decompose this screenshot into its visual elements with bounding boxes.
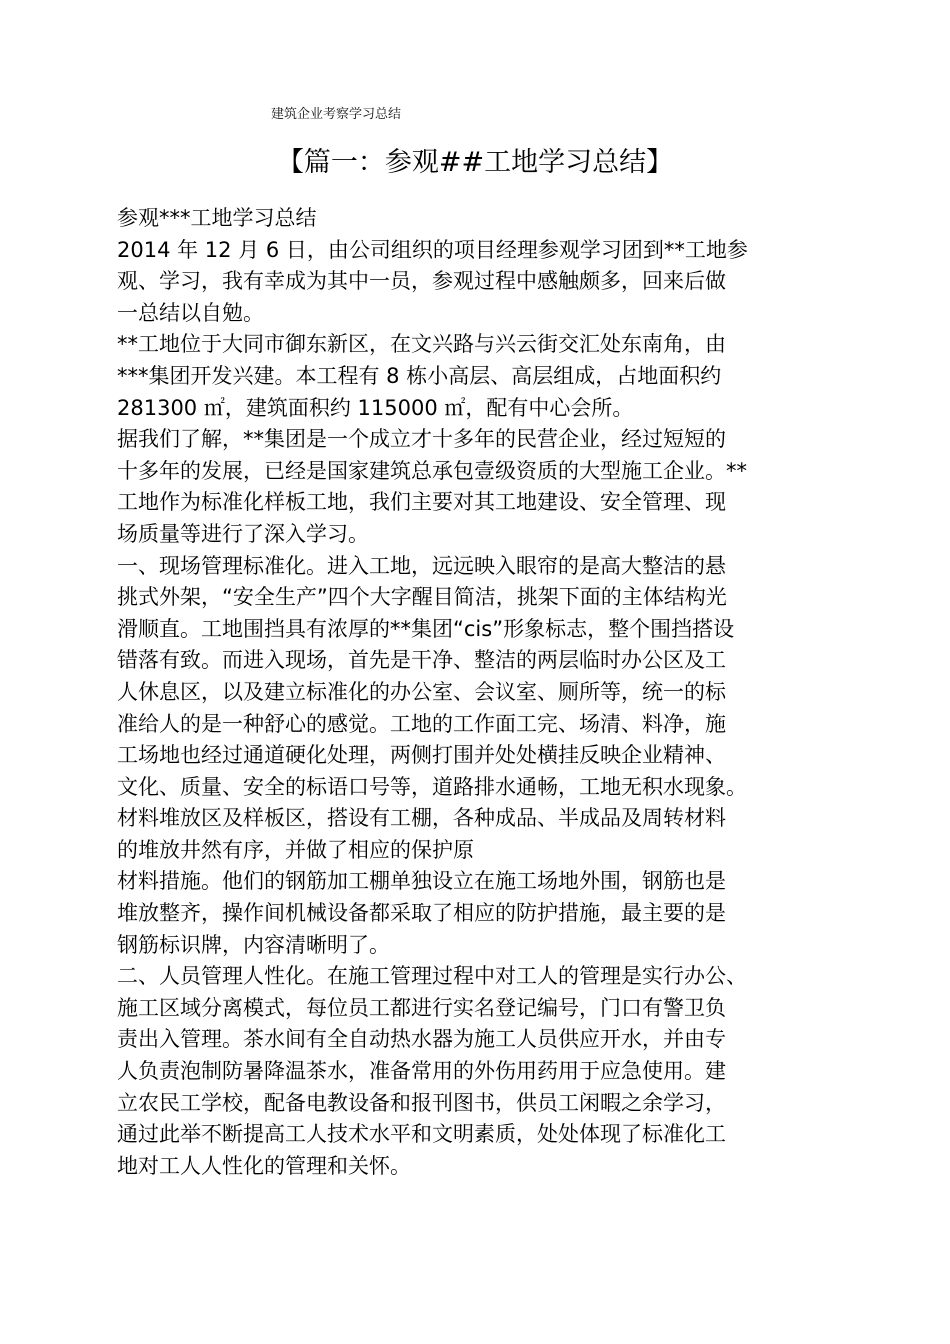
text-line: 滑顺直。工地围挡具有浓厚的**集团“cis”形象标志，整个围挡搭设 [117, 616, 735, 641]
document-title: 【篇一：参观##工地学习总结】 [276, 147, 674, 178]
text-line: **工地位于大同市御东新区，在文兴路与兴云街交汇处东南角，由 [117, 332, 726, 357]
text-line: 准给人的是一种舒心的感觉。工地的工作面工完、场清、料净，施 [117, 711, 726, 736]
text-line: 责出入管理。茶水间有全自动热水器为施工人员供应开水，并由专 [117, 1027, 726, 1052]
text-line: 施工区域分离模式，每位员工都进行实名登记编号，门口有警卫负 [117, 995, 726, 1020]
text-line: 通过此举不断提高工人技术水平和文明素质，处处体现了标准化工 [117, 1122, 726, 1147]
text-line: 错落有致。而进入现场，首先是干净、整洁的两层临时办公区及工 [117, 648, 726, 673]
document-body [117, 203, 837, 1182]
text-line: 堆放整齐，操作间机械设备都采取了相应的防护措施，最主要的是 [117, 901, 726, 926]
text-line: 281300 ㎡，建筑面积约 115000 ㎡，配有中心会所。 [117, 395, 634, 420]
text-line: 人负责泡制防暑降温茶水，准备常用的外伤用药用于应急使用。建 [117, 1059, 726, 1084]
text-line: 材料措施。他们的钢筋加工棚单独设立在施工场地外围，钢筋也是 [117, 869, 726, 894]
text-line: 工场地也经过通道硬化处理，两侧打围并处处横挂反映企业精神、 [117, 743, 726, 768]
text-line: 据我们了解，**集团是一个成立才十多年的民营企业，经过短短的 [117, 427, 726, 452]
text-line: 立农民工学校，配备电教设备和报刊图书，供员工闲暇之余学习， [117, 1090, 726, 1115]
text-line: 地对工人人性化的管理和关怀。 [117, 1153, 411, 1178]
text-line: 的堆放井然有序，并做了相应的保护原 [117, 837, 474, 862]
text-line: 人休息区，以及建立标准化的办公室、会议室、厕所等，统一的标 [117, 679, 726, 704]
text-line: 一、现场管理标准化。进入工地，远远映入眼帘的是高大整洁的悬 [117, 553, 726, 578]
text-line: 观、学习，我有幸成为其中一员，参观过程中感触颇多，回来后做 [117, 269, 726, 294]
text-line: 一总结以自勉。 [117, 300, 264, 325]
text-line: 钢筋标识牌，内容清晰明了。 [117, 932, 390, 957]
text-line: 场质量等进行了深入学习。 [117, 521, 369, 546]
text-line: 参观***工地学习总结 [117, 206, 317, 230]
text-line: 文化、质量、安全的标语口号等，道路排水通畅，工地无积水现象。 [117, 774, 747, 799]
text-line: 2014 年 12 月 6 日，由公司组织的项目经理参观学习团到**工地参 [117, 237, 748, 262]
text-line: 材料堆放区及样板区，搭设有工棚，各种成品、半成品及周转材料 [117, 806, 726, 831]
text-line: 挑式外架，“安全生产”四个大字醒目简洁，挑架下面的主体结构光 [117, 585, 727, 610]
text-line: 工地作为标准化样板工地，我们主要对其工地建设、安全管理、现 [117, 490, 726, 515]
running-header: 建筑企业考察学习总结 [271, 107, 402, 122]
text-line: 二、人员管理人性化。在施工管理过程中对工人的管理是实行办公、 [117, 964, 747, 989]
text-line: ***集团开发兴建。本工程有 8 栋小高层、高层组成，占地面积约 [117, 363, 722, 388]
text-line: 十多年的发展，已经是国家建筑总承包壹级资质的大型施工企业。** [117, 458, 747, 483]
